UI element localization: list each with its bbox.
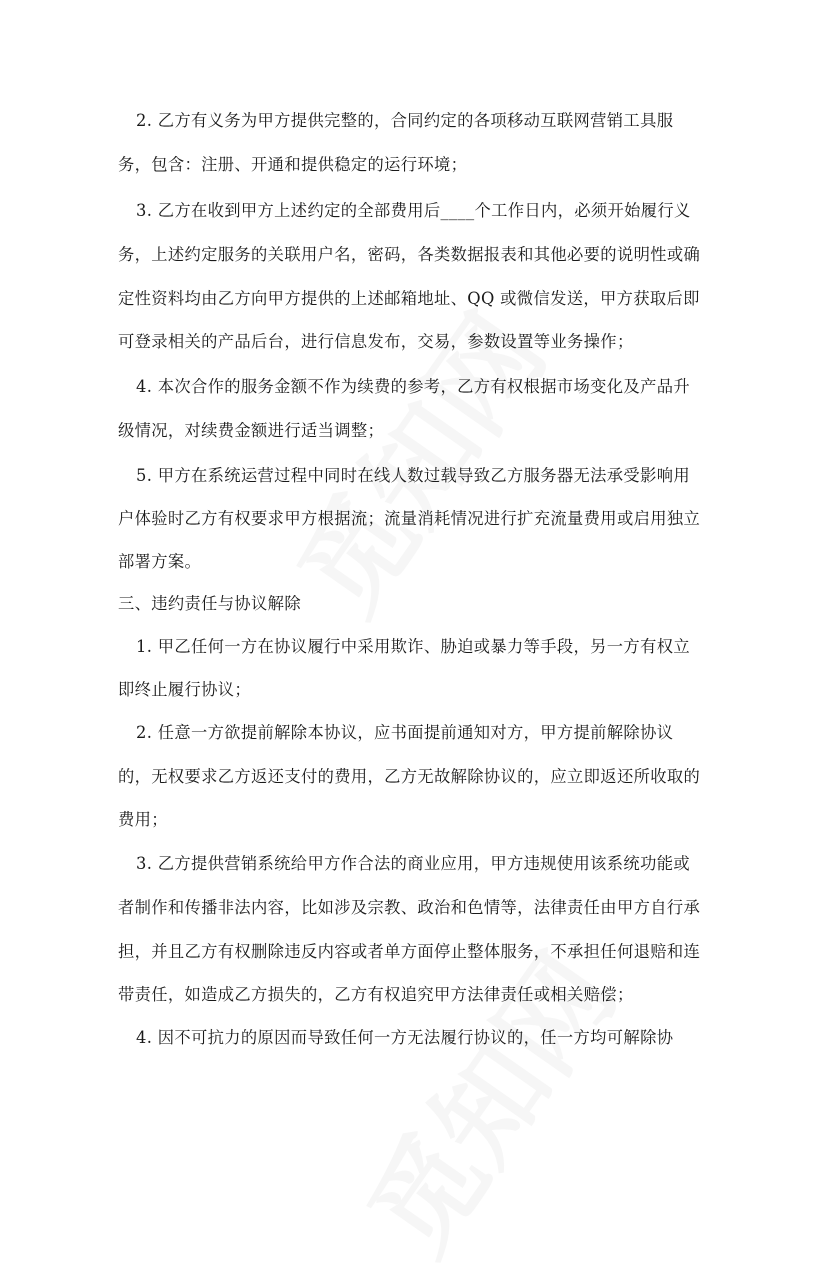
text-line: 担，并且乙方有权删除违反内容或者单方面停止整体服务，不承担任何退赔和连 — [118, 942, 701, 961]
text-line: 可登录相关的产品后台，进行信息发布，交易，参数设置等业务操作； — [118, 332, 634, 351]
text-line: 带责任，如造成乙方损失的，乙方有权追究甲方法律责任或相关赔偿； — [118, 985, 634, 1004]
text-line: 即终止履行协议； — [118, 680, 252, 699]
text-line: 3. 乙方提供营销系统给甲方作合法的商业应用，甲方违规使用该系统功能或 — [136, 854, 690, 873]
text-line: 者制作和传播非法内容，比如涉及宗教、政治和色情等，法律责任由甲方自行承 — [118, 898, 701, 917]
text-line: 部署方案。 — [118, 552, 202, 571]
text-line: 4. 本次合作的服务金额不作为续费的参考，乙方有权根据市场变化及产品升 — [136, 377, 690, 396]
text-line: 3. 乙方在收到甲方上述约定的全部费用后____个工作日内，必须开始履行义 — [136, 201, 691, 220]
text-line: 5. 甲方在系统运营过程中同时在线人数过载导致乙方服务器无法承受影响用 — [136, 466, 690, 485]
text-line: 费用； — [118, 810, 168, 829]
text-line: 定性资料均由乙方向甲方提供的上述邮箱地址、QQ 或微信发送，甲方获取后即 — [118, 289, 700, 308]
text-line: 级情况，对续费金额进行适当调整； — [118, 421, 385, 440]
text-line: 1. 甲乙任何一方在协议履行中采用欺诈、胁迫或暴力等手段，另一方有权立 — [136, 637, 690, 656]
text-line: 务，包含：注册、开通和提供稳定的运行环境； — [118, 155, 468, 174]
text-line: 户体验时乙方有权要求甲方根据流；流量消耗情况进行扩充流量费用或启用独立 — [118, 509, 701, 528]
text-line: 2. 任意一方欲提前解除本协议，应书面提前通知对方，甲方提前解除协议 — [136, 723, 674, 742]
section-heading: 三、违约责任与协议解除 — [118, 594, 301, 613]
watermark — [326, 919, 645, 1279]
text-line: 4. 因不可抗力的原因而导致任何一方无法履行协议的，任一方均可解除协 — [136, 1028, 674, 1047]
text-line: 务，上述约定服务的关联用户名，密码，各类数据报表和其他必要的说明性或确 — [118, 245, 701, 264]
text-line: 的，无权要求乙方返还支付的费用，乙方无故解除协议的，应立即返还所收取的 — [118, 767, 701, 786]
text-line: 2. 乙方有义务为甲方提供完整的，合同约定的各项移动互联网营销工具服 — [136, 111, 674, 130]
